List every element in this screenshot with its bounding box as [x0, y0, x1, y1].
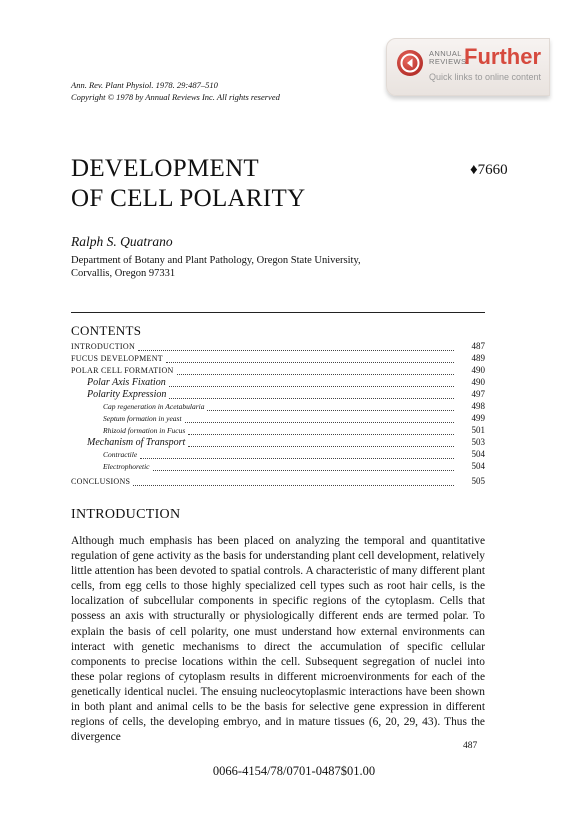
toc-item-page: 497 [471, 389, 485, 399]
toc-leader-dots [140, 451, 454, 459]
arrow-circle-icon [397, 50, 423, 76]
toc-item-title: Polarity Expression [87, 389, 167, 400]
toc-item-page: 505 [471, 476, 485, 486]
toc-item-page: 490 [471, 365, 485, 375]
toc-item[interactable] [71, 476, 485, 488]
toc-item[interactable] [71, 413, 485, 425]
toc-item-page: 489 [471, 353, 485, 363]
toc-item-page: 487 [471, 341, 485, 351]
badge-reviews-text: REVIEWS [429, 57, 467, 66]
affiliation-line-2: Corvallis, Oregon 97331 [71, 268, 176, 279]
toc-leader-dots [169, 379, 454, 387]
toc-item-page: 498 [471, 401, 485, 411]
annual-reviews-further-badge[interactable] [386, 38, 550, 96]
toc-leader-dots [138, 343, 454, 351]
toc-leader-dots [133, 478, 454, 486]
toc-leader-dots [185, 415, 454, 423]
toc-item-title: Electrophoretic [103, 462, 150, 471]
copyright-notice: Copyright © 1978 by Annual Reviews Inc. All rights reserved [71, 92, 280, 102]
toc-item-page: 504 [471, 449, 485, 459]
section-divider [71, 312, 485, 313]
affiliation-line-1: Department of Botany and Plant Pathology, Oregon State University, [71, 255, 361, 266]
toc-item-title: Septum formation in yeast [103, 414, 182, 423]
title-line-1: DEVELOPMENT [71, 155, 260, 182]
toc-item-title: CONCLUSIONS [71, 477, 131, 486]
toc-item-title: FUCUS DEVELOPMENT [71, 354, 163, 363]
toc-leader-dots [188, 427, 454, 435]
contents-heading: CONTENTS [71, 323, 142, 338]
toc-item[interactable] [71, 377, 485, 389]
toc-item[interactable] [71, 365, 485, 377]
badge-further-text: Further [464, 44, 541, 69]
toc-item[interactable] [71, 449, 485, 461]
toc-item[interactable] [71, 401, 485, 413]
badge-annual-text: ANNUAL [429, 49, 462, 58]
toc-leader-dots [153, 463, 454, 471]
toc-item[interactable] [71, 425, 485, 437]
toc-item-page: 490 [471, 377, 485, 387]
toc-leader-dots [177, 367, 454, 375]
toc-item[interactable] [71, 389, 485, 401]
introduction-heading: INTRODUCTION [71, 507, 181, 522]
toc-leader-dots [207, 403, 454, 411]
toc-item-page: 504 [471, 461, 485, 471]
page-number: 487 [463, 741, 478, 751]
title-line-2: OF CELL POLARITY [71, 185, 306, 212]
toc-item-title: Polar Axis Fixation [87, 377, 166, 388]
journal-reference: Ann. Rev. Plant Physiol. 1978. 29:487–510 [71, 80, 218, 90]
toc-item-title: Mechanism of Transport [87, 437, 186, 448]
toc-item-page: 501 [471, 425, 485, 435]
introduction-body: Although much emphasis has been placed on analyzing the temporal and quantitative regulation of gene activity as the basis for understanding plant cell development, relatively little attention has been devoted to spatial controls. A characteristic of many different plant cells, from egg cells to those highly specialized cell types such as root hair cells, is the localization of subcellular components in specific regions of the cytoplasm. Cells that possess an axis with structurally or physiologically different ends are termed polar. To explain the basis of cell polarity, one must understand how external environments can interact with genetic mechanisms to direct the accumulation of specific cellular components to precise locations within the cell. Subsequent segregation of nuclei into these polar regions of cytoplasm results in different microenvironments for each of the genetically identical nuclei. The ensuing nucleocytoplasmic interactions have been shown in both plant and animal cells to be the basis for selective gene expression in different regions of cells, the developing embryo, and in mature tissues (6, 20, 29, 43). Thus the divergence [71, 535, 485, 744]
toc-leader-dots [166, 355, 454, 363]
toc-item[interactable] [71, 461, 485, 473]
toc-item-title: Rhizoid formation in Fucus [103, 426, 186, 435]
toc-leader-dots [169, 391, 454, 399]
toc-item[interactable] [71, 341, 485, 353]
author-name: Ralph S. Quatrano [71, 234, 173, 249]
toc-item-title: INTRODUCTION [71, 342, 136, 351]
toc-leader-dots [188, 439, 454, 447]
footer-code: 0066-4154/78/0701-0487$01.00 [212, 764, 376, 778]
toc-item-title: Cap regeneration in Acetabularia [103, 402, 205, 411]
toc-item-page: 499 [471, 413, 485, 423]
badge-tagline: Quick links to online content [429, 72, 542, 82]
article-code: ♦7660 [470, 162, 508, 178]
article-title [71, 154, 305, 214]
toc-item-page: 503 [471, 437, 485, 447]
toc-item[interactable] [71, 353, 485, 365]
toc-item-title: POLAR CELL FORMATION [71, 366, 174, 375]
toc-item[interactable] [71, 437, 485, 449]
toc-item-title: Contractile [103, 450, 138, 459]
